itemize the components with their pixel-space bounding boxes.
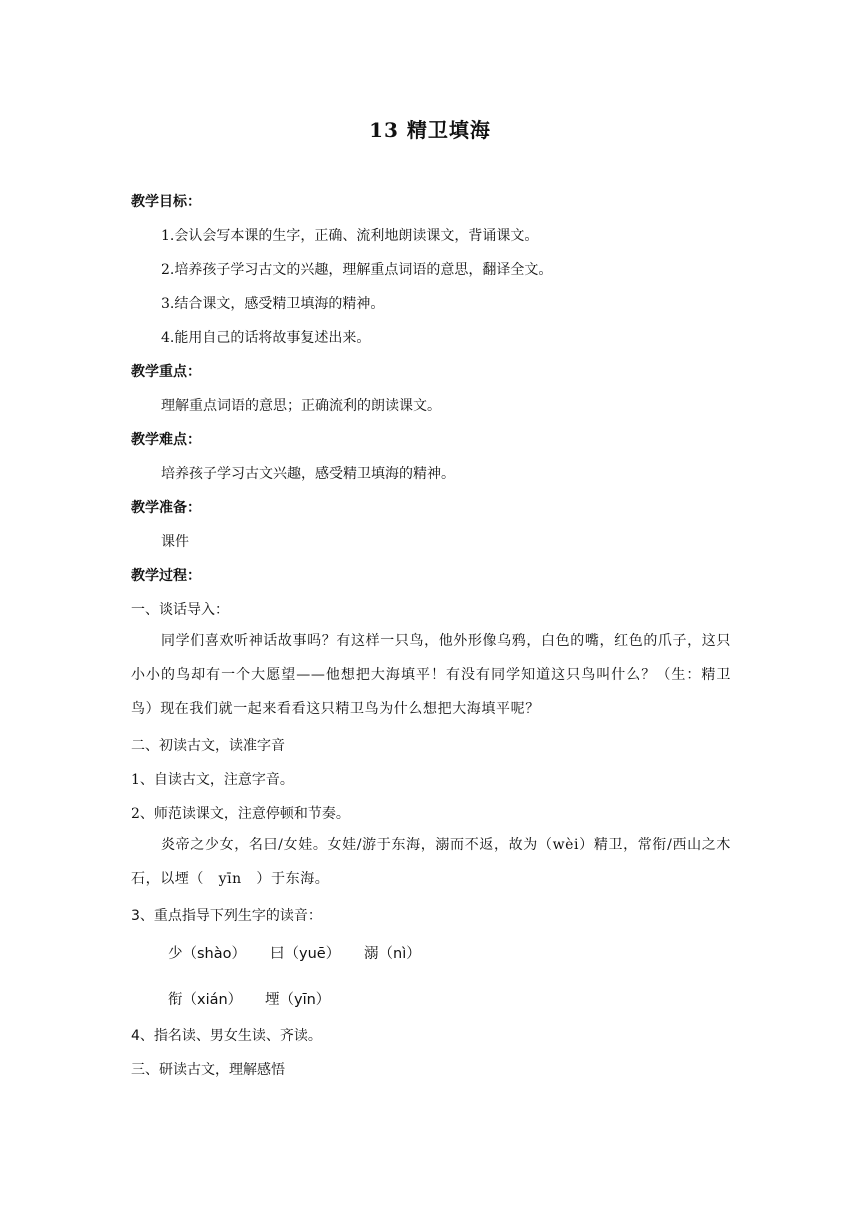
preparation-text: 课件 xyxy=(161,534,189,550)
pinyin-row-2 xyxy=(168,988,330,1009)
pinyin-item: 少（shào） xyxy=(168,946,247,962)
pinyin-item: 溺（nì） xyxy=(364,946,421,962)
section-1-paragraph: 同学们喜欢听神话故事吗？有这样一只鸟，他外形像乌鸦，白色的嘴，红色的爪子，这只小小的鸟却有一个大愿望——他想把大海填平！有没有同学知道这只鸟叫什么？（生：精卫鸟）现在我们就一起来看看这只精卫鸟为什么想把大海填平呢？ xyxy=(131,633,731,717)
goal-item-3: 3.结合课文，感受精卫填海的精神。 xyxy=(161,296,385,312)
step-2: 2、师范读课文，注意停顿和节奏。 xyxy=(131,806,350,822)
difficulties-heading: 教学难点： xyxy=(131,432,201,448)
section-2-title: 二、初读古文，读准字音 xyxy=(131,738,285,754)
step-1: 1、自读古文，注意字音。 xyxy=(131,772,294,788)
preparation-heading: 教学准备： xyxy=(131,500,201,516)
section-1-title: 一、谈话导入： xyxy=(131,602,229,618)
section-3-title: 三、研读古文，理解感悟 xyxy=(131,1062,285,1078)
page-title: 13 精卫填海 xyxy=(369,118,491,142)
step-4: 4、指名读、男女生读、齐读。 xyxy=(131,1028,322,1044)
pinyin-row-1 xyxy=(168,942,421,963)
key-points-text: 理解重点词语的意思；正确流利的朗读课文。 xyxy=(161,398,441,414)
step-3: 3、重点指导下列生字的读音： xyxy=(131,908,322,924)
difficulties-text: 培养孩子学习古文兴趣，感受精卫填海的精神。 xyxy=(161,466,455,482)
goal-item-2: 2.培养孩子学习古文的兴趣，理解重点词语的意思，翻译全文。 xyxy=(161,262,553,278)
poem-text: 炎帝之少女，名曰/女娃。女娃/游于东海，溺而不返，故为（wèi）精卫，常衔/西山之木石，以堙（ yīn ）于东海。 xyxy=(131,837,731,887)
goal-item-1: 1.会认会写本课的生字，正确、流利地朗读课文，背诵课文。 xyxy=(161,228,539,244)
teaching-goals-heading: 教学目标： xyxy=(131,194,201,210)
pinyin-item: 衔（xián） xyxy=(168,992,243,1008)
pinyin-item: 堙（yīn） xyxy=(265,992,331,1008)
process-heading: 教学过程： xyxy=(131,568,201,584)
pinyin-item: 曰（yuē） xyxy=(270,946,341,962)
goal-item-4: 4.能用自己的话将故事复述出来。 xyxy=(161,330,371,346)
key-points-heading: 教学重点： xyxy=(131,364,201,380)
